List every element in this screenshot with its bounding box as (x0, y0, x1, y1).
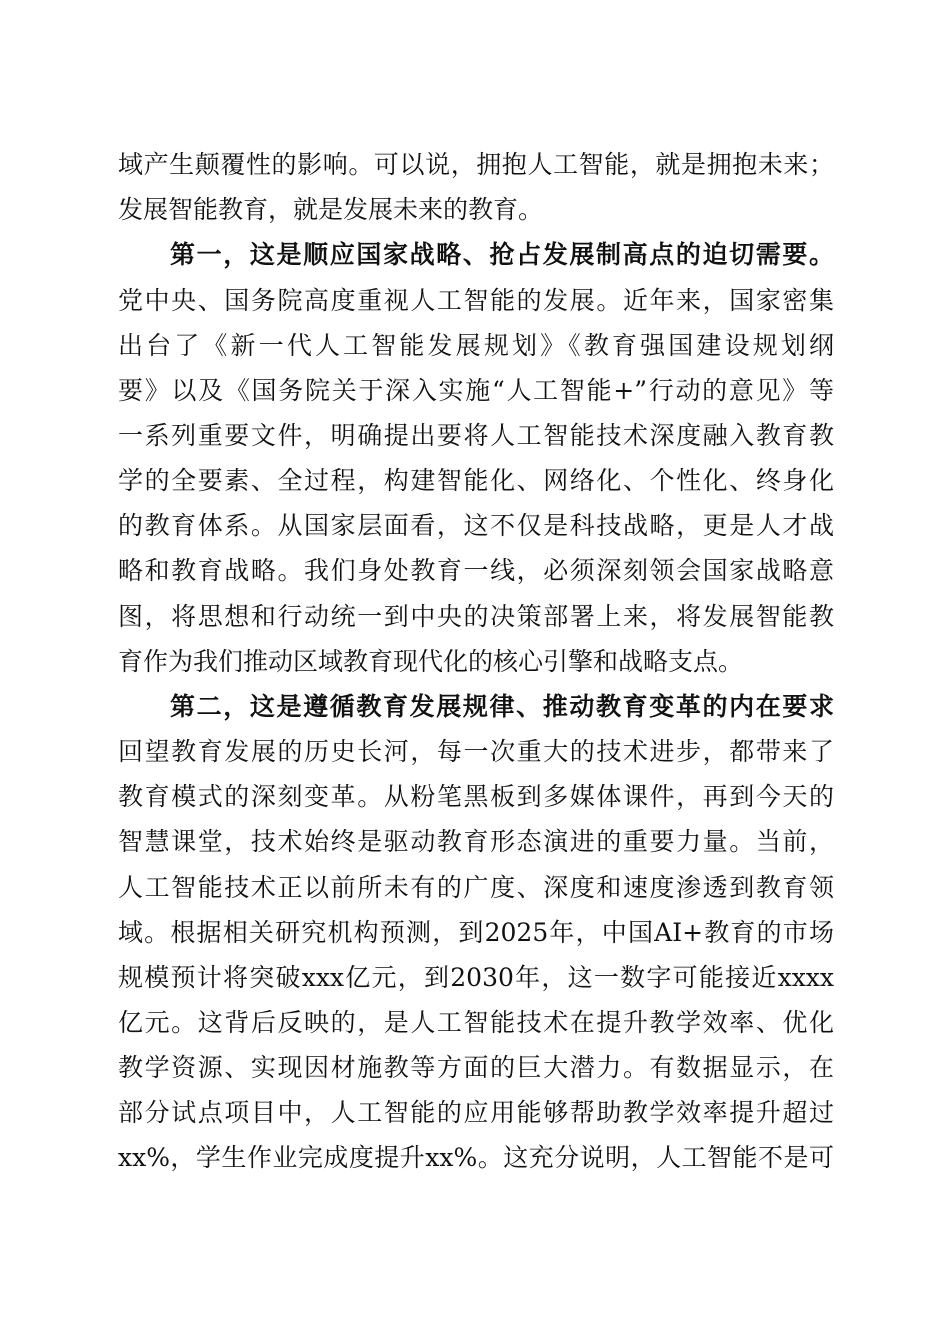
text-line: 一系列重要文件，明确提出要将人工智能技术深度融入教育教 (118, 421, 834, 450)
text-line: 出台了《新一代人工智能发展规划》《教育强国建设规划纲 (118, 331, 834, 360)
text-line: 人工智能技术正以前所未有的广度、深度和速度渗透到教育领 (118, 873, 834, 902)
text-line: 要》以及《国务院关于深入实施“人工智能+”行动的意见》等 (118, 376, 834, 405)
text-line: 域产生颠覆性的影响。可以说，拥抱人工智能，就是拥抱未来； (118, 150, 834, 179)
text-line: 教学资源、实现因材施教等方面的巨大潜力。有数据显示，在 (118, 1053, 834, 1082)
text-line: 域。根据相关研究机构预测，到2025年，中国AI+教育的市场 (118, 918, 834, 947)
text-line: 回望教育发展的历史长河，每一次重大的技术进步，都带来了 (118, 737, 834, 766)
section-heading: 第一，这是顺应国家战略、抢占发展制高点的迫切需要。 (170, 240, 834, 269)
text-line: 发展智能教育，就是发展未来的教育。 (118, 195, 544, 224)
text-line: 图，将思想和行动统一到中央的决策部署上来，将发展智能教 (118, 602, 834, 631)
text-line: 党中央、国务院高度重视人工智能的发展。近年来，国家密集 (118, 286, 834, 315)
text-line: 略和教育战略。我们身处教育一线，必须深刻领会国家战略意 (118, 556, 834, 585)
text-line: 学的全要素、全过程，构建智能化、网络化、个性化、终身化 (118, 466, 834, 495)
section-heading: 第二，这是遵循教育发展规律、推动教育变革的内在要求 (170, 692, 834, 721)
text-line: 育作为我们推动区域教育现代化的核心引擎和战略支点。 (118, 647, 744, 676)
text-line: 的教育体系。从国家层面看，这不仅是科技战略，更是人才战 (118, 511, 834, 540)
text-line: 亿元。这背后反映的，是人工智能技术在提升教学效率、优化 (118, 1008, 834, 1037)
text-line: 规模预计将突破xxx亿元，到2030年，这一数字可能接近xxxx (118, 963, 834, 992)
text-line: 部分试点项目中，人工智能的应用能够帮助教学效率提升超过 (118, 1098, 834, 1127)
text-line: xx%，学生作业完成度提升xx%。这充分说明，人工智能不是可 (118, 1143, 834, 1172)
text-line: 智慧课堂，技术始终是驱动教育形态演进的重要力量。当前， (118, 827, 834, 856)
text-line: 教育模式的深刻变革。从粉笔黑板到多媒体课件，再到今天的 (118, 782, 834, 811)
